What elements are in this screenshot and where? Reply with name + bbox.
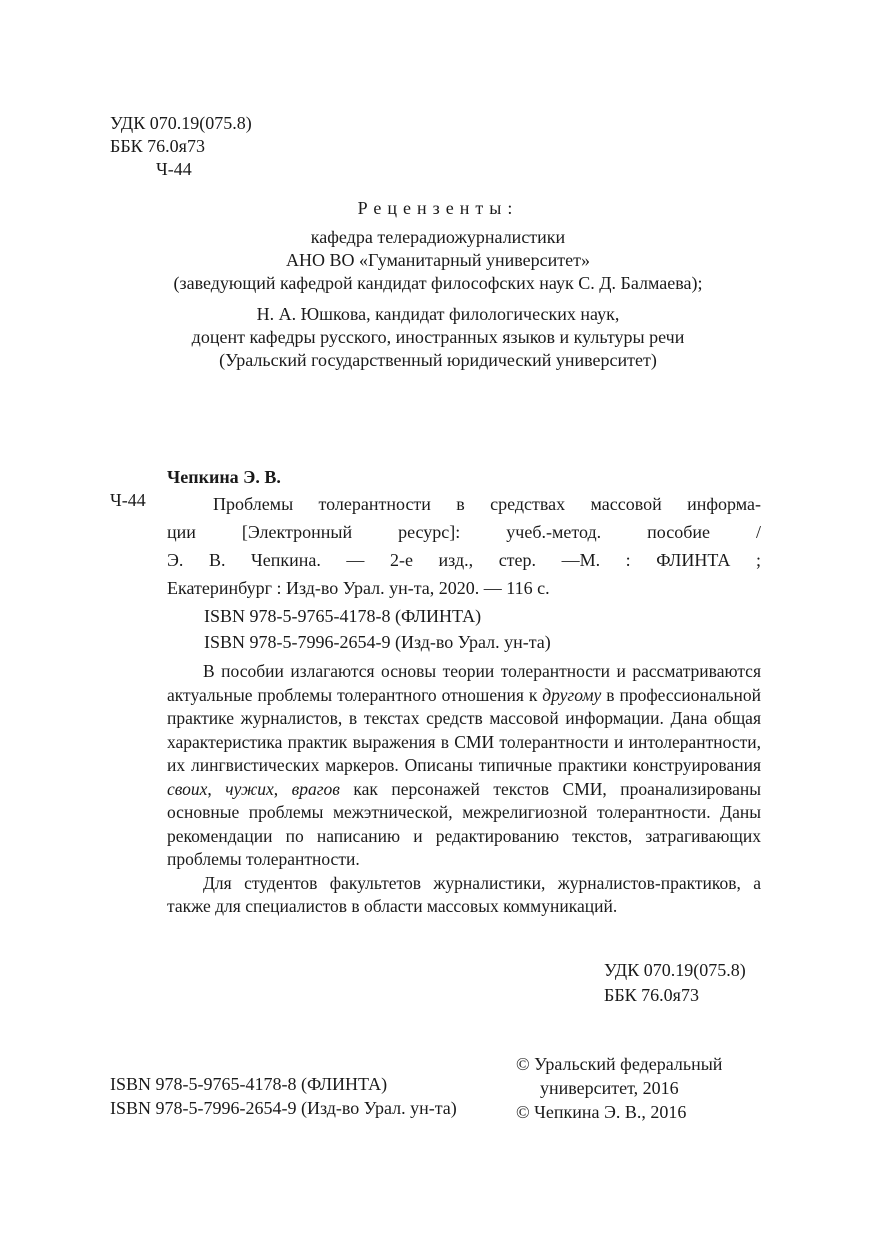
reviewer-line: (заведующий кафедрой кандидат философских наук С. Д. Балмаева); xyxy=(173,273,703,293)
reviewers-title: Рецензенты: xyxy=(357,198,519,218)
author-heading: Чепкина Э. В. xyxy=(167,467,281,487)
copyright-line: © Чепкина Э. В., 2016 xyxy=(516,1102,687,1122)
isbn-line: ISBN 978-5-9765-4178-8 (ФЛИНТА) xyxy=(110,1074,388,1094)
footer-bbk: ББК 76.0я73 xyxy=(604,985,699,1005)
reviewer-line: (Уральский государственный юридический университет) xyxy=(219,350,657,370)
bbk-code: ББК 76.0я73 xyxy=(110,136,205,156)
abstract-audience: Для студентов факультетов журналистики, журналистов-практиков, а также для специалистов в области массовых коммуникаций. xyxy=(167,872,761,916)
footer-isbn-block xyxy=(110,1072,457,1120)
reviewers-section xyxy=(0,197,876,372)
record-cutter-code: Ч-44 xyxy=(110,490,146,510)
reviewer-line: доцент кафедры русского, иностранных языков и культуры речи xyxy=(191,327,685,347)
bibliographic-record xyxy=(167,490,761,602)
reviewer-line: АНО ВО «Гуманитарный университет» xyxy=(286,250,590,270)
reviewer-line: кафедра телерадиожурналистики xyxy=(310,227,566,247)
record-isbn-block xyxy=(204,603,551,655)
abstract-paragraph: В пособии излагаются основы теории толерантности и рассматриваются актуальные проблемы толерантного отношения к другому в профессиональной практике журналистов, в текстах средств массовой информации. Дана общая характеристика практик выражения в СМИ толерантности и интолерантности, их лингвистических маркеров. Описаны типичные практики конструирования своих, чужих, врагов как персонажей текстов СМИ, проанализированы основные проблемы межэтнической, межрелигиозной толерантности. Даны рекомендации по написанию и редактированию текстов, затрагивающих проблемы толерантности. xyxy=(167,661,761,869)
abstract xyxy=(167,660,761,919)
record-line: Проблемы толерантности в средствах массовой информа- xyxy=(213,494,761,514)
copyright-line: © Уральский федеральный xyxy=(516,1054,723,1074)
isbn-line: ISBN 978-5-7996-2654-9 (Изд-во Урал. ун-та) xyxy=(204,632,551,652)
record-line: Э. В. Чепкина. — 2-е изд., стер. —М. : ФЛИНТА ; xyxy=(167,550,761,570)
header-codes xyxy=(110,112,252,181)
reviewer-line: Н. А. Юшкова, кандидат филологических наук, xyxy=(256,304,620,324)
copyright-block xyxy=(516,1052,722,1124)
footer-codes xyxy=(604,958,746,1008)
cutter-code: Ч-44 xyxy=(156,159,192,179)
isbn-line: ISBN 978-5-7996-2654-9 (Изд-во Урал. ун-та) xyxy=(110,1098,457,1118)
udk-code: УДК 070.19(075.8) xyxy=(110,113,252,133)
record-line: ции [Электронный ресурс]: учеб.-метод. пособие / xyxy=(167,522,761,542)
record-line: Екатеринбург : Изд-во Урал. ун-та, 2020. — 116 с. xyxy=(167,578,550,598)
footer-udk: УДК 070.19(075.8) xyxy=(604,960,746,980)
isbn-line: ISBN 978-5-9765-4178-8 (ФЛИНТА) xyxy=(204,606,482,626)
copyright-line: университет, 2016 xyxy=(540,1078,679,1098)
